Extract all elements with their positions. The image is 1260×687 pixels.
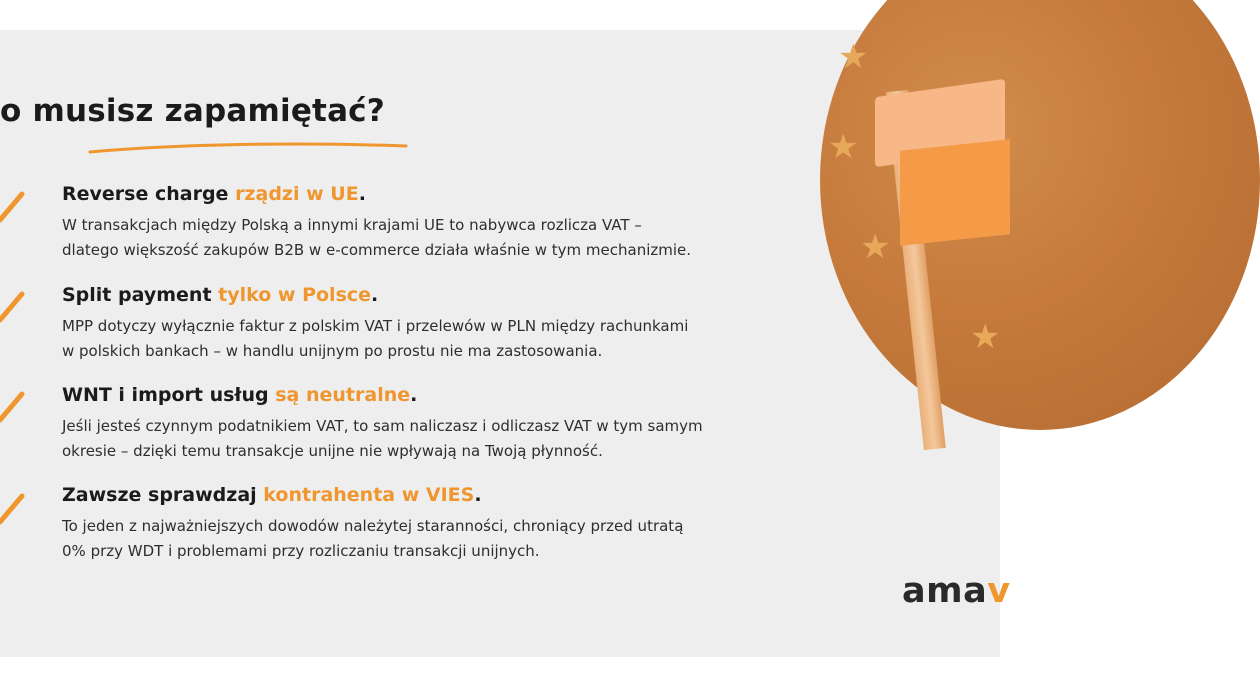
item-description (62, 314, 782, 364)
list-item (62, 284, 782, 364)
item-title-end: . (371, 284, 379, 306)
item-title (62, 183, 782, 205)
brand-text: ama (902, 571, 988, 611)
check-icon (0, 390, 26, 426)
item-desc-line: W transakcjach między Polską a innymi krajami UE to nabywca rozlicza VAT – (62, 216, 642, 234)
brand-logo (902, 571, 1011, 611)
brand-accent-text: v (987, 571, 1011, 611)
check-icon (0, 190, 26, 226)
item-title-accent: kontrahenta w VIES (263, 484, 475, 506)
flag-cloth (900, 139, 1010, 246)
item-desc-line: okresie – dzięki temu transakcje unijne nie wpływają na Twoją płynność. (62, 442, 603, 460)
star-icon: ★ (970, 317, 1001, 357)
item-title-end: . (410, 384, 418, 406)
item-description (62, 213, 782, 263)
list-item (62, 183, 782, 263)
check-icon (0, 290, 26, 326)
item-desc-line: dlatego większość zakupów B2B w e-commerce działa właśnie w tym mechanizmie. (62, 241, 692, 259)
item-desc-line: w polskich bankach – w handlu unijnym po prostu nie ma zastosowania. (62, 342, 603, 360)
star-icon: ★ (860, 227, 891, 267)
item-title-main: Zawsze sprawdzaj (62, 484, 264, 506)
item-title (62, 484, 782, 506)
item-title (62, 384, 782, 406)
item-desc-line: 0% przy WDT i problemami przy rozliczaniu transakcji unijnych. (62, 542, 540, 560)
list-item (62, 384, 782, 464)
item-title-end: . (358, 183, 366, 205)
item-desc-line: To jeden z najważniejszych dowodów należytej staranności, chroniący przed utratą (62, 517, 684, 535)
item-title-main: Reverse charge (62, 183, 236, 205)
item-title-main: WNT i import usług (62, 384, 276, 406)
star-icon: ★ (838, 37, 869, 77)
item-desc-line: MPP dotyczy wyłącznie faktur z polskim VAT i przelewów w PLN między rachunkami (62, 317, 689, 335)
item-title-end: . (474, 484, 482, 506)
item-desc-line: Jeśli jesteś czynnym podatnikiem VAT, to sam naliczasz i odliczasz VAT w tym samym (62, 417, 703, 435)
heading-underline (88, 140, 410, 156)
page-heading: o musisz zapamiętać? (0, 93, 385, 129)
item-title (62, 284, 782, 306)
list-item (62, 484, 782, 564)
item-title-main: Split payment (62, 284, 219, 306)
check-icon (0, 492, 26, 528)
item-title-accent: tylko w Polsce (218, 284, 372, 306)
eu-flag-photo (820, 0, 1260, 430)
item-description (62, 414, 782, 464)
item-title-accent: są neutralne (275, 384, 411, 406)
star-icon: ★ (828, 127, 859, 167)
item-title-accent: rządzi w UE (235, 183, 359, 205)
item-description (62, 514, 782, 564)
